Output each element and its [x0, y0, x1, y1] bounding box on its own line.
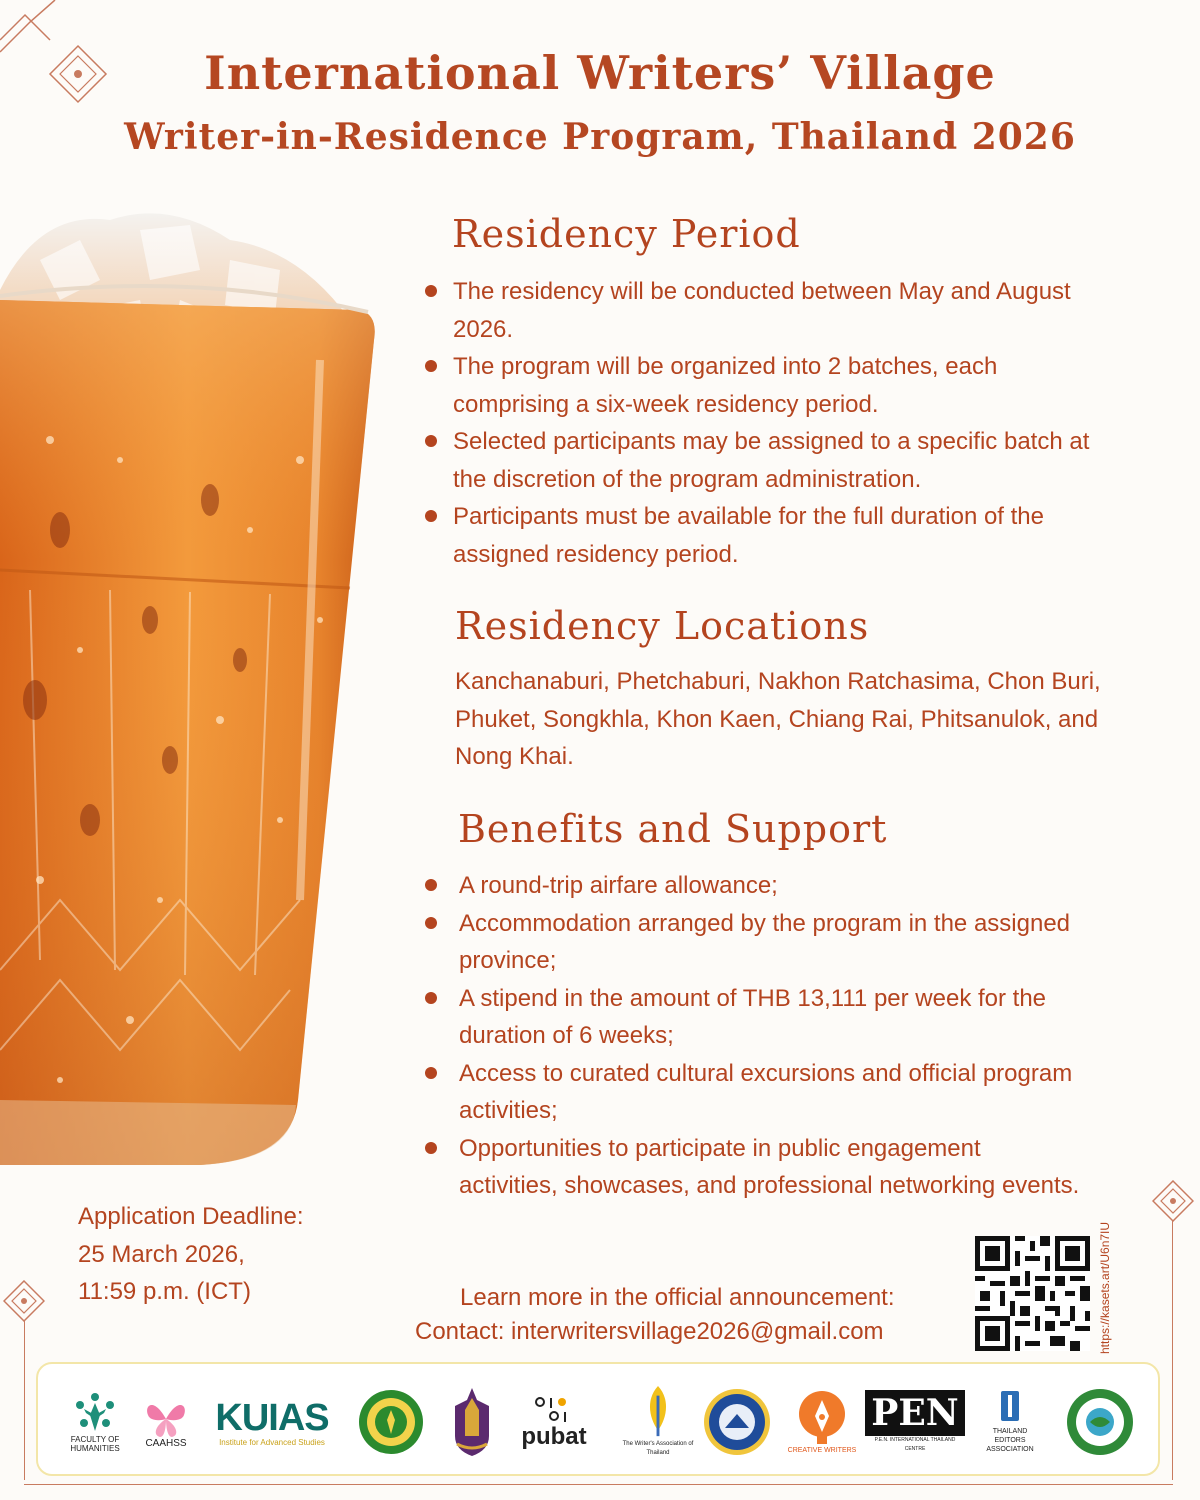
creative-writers-text: CREATIVE WRITERS [787, 1446, 857, 1454]
learn-more-text: Learn more in the official announcement: [460, 1284, 895, 1311]
diamond-ornament-left [3, 1280, 45, 1327]
kuias-logo-text: KUIAS [215, 1396, 329, 1439]
residency-period-heading: Residency Period [452, 212, 801, 256]
benefits-list [425, 867, 1085, 1205]
application-deadline [78, 1198, 303, 1311]
list-item: The program will be organized into 2 batches, each comprising a six-week residency period. [425, 348, 1115, 423]
decor-line-right [1172, 1220, 1173, 1480]
kuias-logo-subtext: Institute for Advanced Studies [219, 1437, 325, 1447]
contact-email[interactable]: Contact: interwritersvillage2026@gmail.com [415, 1318, 884, 1345]
editors-association-logo [970, 1386, 1050, 1458]
humanities-logo [60, 1386, 130, 1458]
list-item: A stipend in the amount of THB 13,111 per week for the duration of 6 weeks; [425, 980, 1085, 1055]
caahss-logo-text: CAAHSS [145, 1437, 187, 1449]
kuias-logo [213, 1386, 331, 1458]
thai-emblem-logo [446, 1386, 498, 1458]
pen-logo [872, 1386, 958, 1458]
qr-url-text[interactable]: https://kasets.art/U6n7IU [1098, 1221, 1112, 1354]
pen-logo-subtext: P.E.N. INTERNATIONAL THAILAND CENTRE [874, 1437, 956, 1452]
writers-association-logo [613, 1386, 703, 1458]
list-item: Accommodation arranged by the program in the assigned province; [425, 905, 1085, 980]
deadline-time: 11:59 p.m. (ICT) [78, 1278, 251, 1305]
green-seal-logo [356, 1386, 426, 1458]
diamond-ornament-right [1152, 1180, 1194, 1227]
list-item: The residency will be conducted between May and August 2026. [425, 273, 1115, 348]
list-item: Access to curated cultural excursions and official program activities; [425, 1055, 1085, 1130]
editors-association-text: THAILAND EDITORS ASSOCIATION [986, 1427, 1034, 1453]
decor-bottom-line [24, 1484, 1173, 1485]
list-item: A round-trip airfare allowance; [425, 867, 1085, 905]
residency-locations-heading: Residency Locations [455, 604, 870, 648]
residency-locations-text: Kanchanaburi, Phetchaburi, Nakhon Ratchasima, Chon Buri, Phuket, Songkhla, Khon Kaen, Chiang Rai, Phitsanulok, and Nong Khai. [455, 668, 1101, 770]
list-item: Selected participants may be assigned to a specific batch at the discretion of the program administration. [425, 423, 1115, 498]
partner-logo-bar [36, 1362, 1160, 1476]
decor-line-left [24, 1320, 25, 1480]
translators-association-logo [1064, 1386, 1136, 1458]
humanities-logo-text: FACULTY OF HUMANITIES [70, 1435, 120, 1453]
list-item: Participants must be available for the full duration of the assigned residency period. [425, 498, 1115, 573]
qr-code[interactable] [975, 1236, 1090, 1351]
page-title: International Writers’ Village [204, 46, 996, 100]
page-subtitle: Writer-in-Residence Program, Thailand 2026 [124, 116, 1076, 158]
caahss-logo [136, 1386, 196, 1458]
pen-logo-text: PEN [865, 1390, 964, 1436]
residency-period-list [425, 273, 1115, 573]
creative-writers-logo [786, 1386, 858, 1458]
blue-seal-logo [702, 1386, 772, 1458]
thai-tea-glass-image [0, 200, 390, 1180]
pubat-logo [518, 1386, 590, 1458]
list-item: Opportunities to participate in public engagement activities, showcases, and professional networking events. [425, 1130, 1085, 1205]
deadline-label: Application Deadline: [78, 1203, 304, 1230]
writers-association-text: The Writer's Association of Thailand [622, 1441, 694, 1456]
deadline-date: 25 March 2026, [78, 1240, 245, 1268]
benefits-heading: Benefits and Support [458, 807, 888, 851]
pubat-logo-text: pubat [521, 1423, 587, 1450]
